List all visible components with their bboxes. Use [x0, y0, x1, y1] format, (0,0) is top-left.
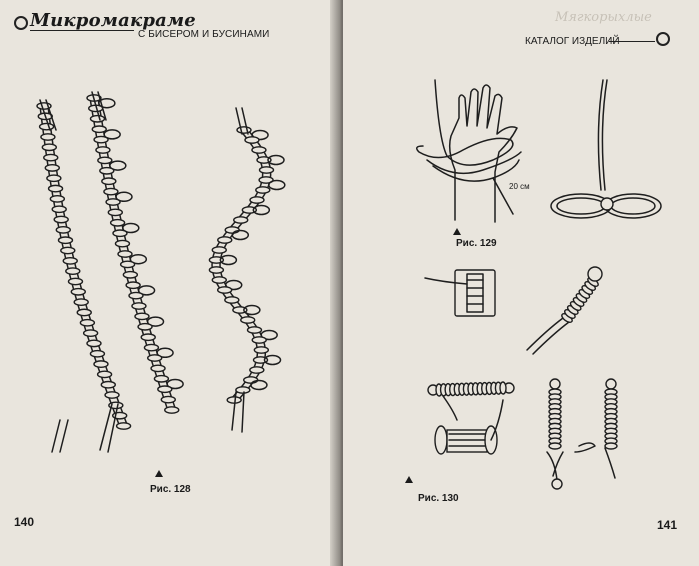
- figure-128-caption: Рис. 128: [150, 484, 191, 495]
- triangle-marker-icon: [405, 476, 413, 483]
- triangle-marker-icon: [453, 228, 461, 235]
- figure-129-label: 20 см: [509, 182, 530, 191]
- figure-129-caption: Рис. 129: [456, 238, 497, 249]
- page-number-right: 141: [657, 518, 678, 532]
- page-number-left: 140: [14, 515, 35, 529]
- figure-129-illustration: [343, 0, 699, 566]
- left-page: [0, 0, 336, 566]
- figure-130-caption: Рис. 130: [418, 493, 459, 504]
- header-title: КАТАЛОГ ИЗДЕЛИЙ: [525, 36, 620, 47]
- figure-128-illustration: [0, 0, 336, 566]
- header-title: Микромакраме: [30, 10, 196, 31]
- bleed-through-text: Мягкорыхлые: [555, 10, 652, 25]
- header-subtitle: С БИСЕРОМ И БУСИНАМИ: [138, 29, 270, 40]
- right-page: [343, 0, 699, 566]
- triangle-marker-icon: [155, 470, 163, 477]
